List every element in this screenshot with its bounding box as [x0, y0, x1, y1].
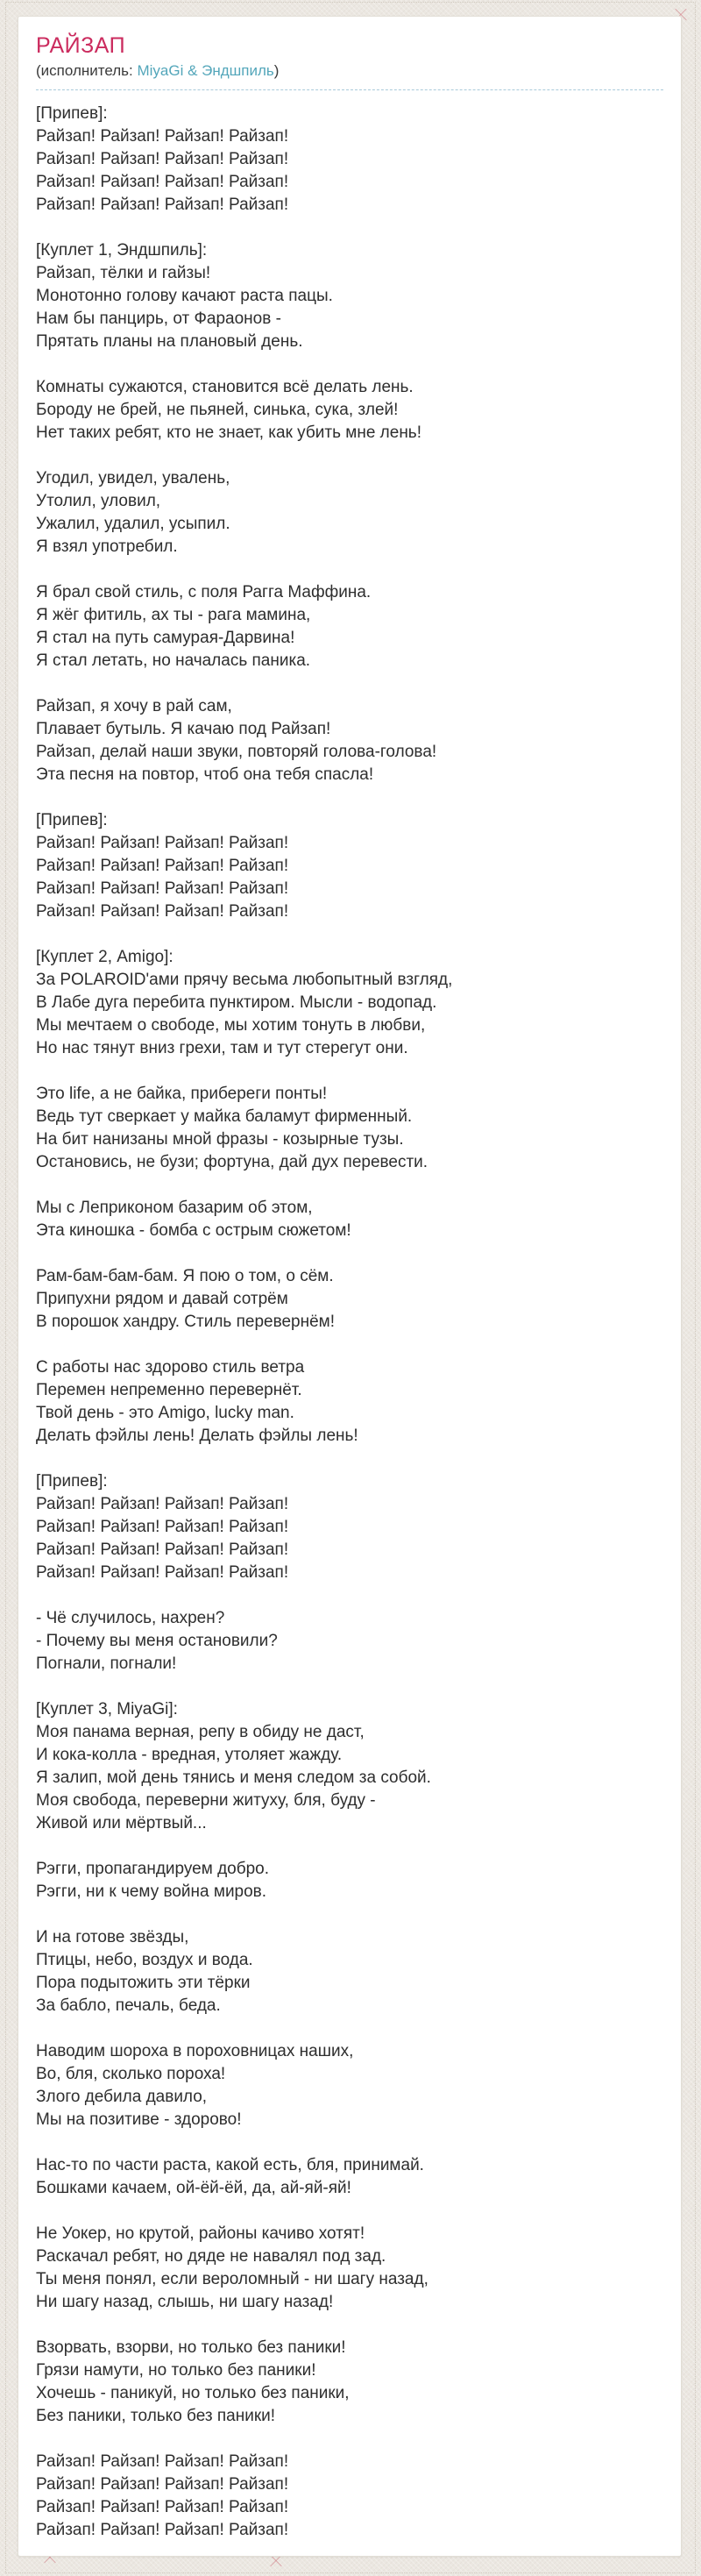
lyric-line: Угодил, увидел, увалень,: [36, 469, 230, 487]
lyric-line: Мы на позитиве - здорово!: [36, 2110, 242, 2129]
lyric-line: Птицы, небо, воздух и вода.: [36, 1951, 253, 1969]
lyric-line: Наводим шороха в пороховницах наших,: [36, 2042, 354, 2060]
lyric-line: Рам-бам-бам-бам. Я пою о том, о сём.: [36, 1267, 334, 1285]
lyric-line: Я брал свой стиль, с поля Рагга Маффина.: [36, 583, 372, 601]
lyric-line: Райзап, тёлки и гайзы!: [36, 264, 211, 282]
lyric-line: Твой день - это Amigo, lucky man.: [36, 1404, 294, 1422]
lyric-line: Я залип, мой день тянись и меня следом за собой.: [36, 1768, 431, 1787]
stanza: [36, 2154, 663, 2200]
lyric-line: За бабло, печаль, беда.: [36, 1996, 221, 2015]
stanza: [36, 1083, 663, 1174]
lyric-line: Райзап! Райзап! Райзап! Райзап!: [36, 1541, 289, 1559]
lyric-line: Рэгги, ни к чему война миров.: [36, 1882, 267, 1901]
lyric-line: Я стал на путь самурая-Дарвина!: [36, 629, 295, 647]
lyric-line: Райзап! Райзап! Райзап! Райзап!: [36, 2521, 289, 2539]
lyric-line: Рэгги, пропагандируем добро.: [36, 1860, 270, 1878]
lyric-line: Раскачал ребят, но дяде не навалял под зад.: [36, 2247, 386, 2266]
lyric-line: Райзап! Райзап! Райзап! Райзап!: [36, 1518, 289, 1536]
stanza: [36, 103, 663, 217]
lyric-line: И на готове звёзды,: [36, 1928, 189, 1946]
lyric-line: Райзап! Райзап! Райзап! Райзап!: [36, 902, 289, 921]
stanza: [36, 2040, 663, 2131]
lyric-line: Комнаты сужаются, становится всё делать лень.: [36, 378, 414, 396]
lyric-line: За POLAROID'ами прячу весьма любопытный взгляд,: [36, 971, 453, 989]
artist-suffix: ): [273, 62, 280, 79]
lyric-line: Плавает бутыль. Я качаю под Райзап!: [36, 720, 331, 738]
lyrics-text: [36, 103, 663, 2542]
lyric-line: Мы с Леприконом базарим об этом,: [36, 1199, 313, 1217]
lyric-line: Райзап! Райзап! Райзап! Райзап!: [36, 857, 289, 875]
lyric-line: Перемен непременно перевернёт.: [36, 1381, 302, 1399]
lyric-line: Райзап! Райзап! Райзап! Райзап!: [36, 150, 289, 168]
lyric-line: Эта киношка - бомба с острым сюжетом!: [36, 1221, 351, 1240]
lyric-line: Ни шагу назад, слышь, ни шагу назад!: [36, 2293, 334, 2311]
lyric-line: Райзап! Райзап! Райзап! Райзап!: [36, 127, 289, 146]
lyric-line: Хочешь - паникуй, но только без паники,: [36, 2384, 350, 2402]
lyric-line: Мы мечтаем о свободе, мы хотим тонуть в любви,: [36, 1016, 426, 1035]
lyric-line: [Куплет 2, Amigo]:: [36, 948, 173, 966]
lyric-line: Нас-то по части раста, какой есть, бля, принимай.: [36, 2156, 424, 2174]
lyric-line: Райзап! Райзап! Райзап! Райзап!: [36, 1495, 289, 1513]
lyric-line: Райзап! Райзап! Райзап! Райзап!: [36, 2498, 289, 2516]
lyric-line: Живой или мёртвый...: [36, 1814, 207, 1832]
lyric-line: Ужалил, удалил, усыпил.: [36, 515, 230, 533]
artist-line: [36, 60, 663, 90]
lyric-line: [Куплет 3, MiyaGi]:: [36, 1700, 178, 1719]
stanza: [36, 1858, 663, 1904]
lyric-line: Бошками качаем, ой-ёй-ёй, да, ай-яй-яй!: [36, 2179, 351, 2197]
lyric-line: На бит нанизаны мной фразы - козырные тузы.: [36, 1130, 404, 1149]
stanza: [36, 2223, 663, 2314]
artist-link[interactable]: MiyaGi & Эндшпиль: [137, 62, 274, 79]
lyric-line: Ведь тут сверкает у майка баламут фирменный.: [36, 1107, 413, 1126]
lyric-line: Я взял употребил.: [36, 537, 178, 556]
lyric-line: Райзап! Райзап! Райзап! Райзап!: [36, 173, 289, 191]
lyric-line: Райзап! Райзап! Райзап! Райзап!: [36, 196, 289, 214]
lyric-line: Райзап, я хочу в рай сам,: [36, 697, 232, 715]
lyric-line: Монотонно голову качают раста пацы.: [36, 287, 333, 305]
lyric-line: Без паники, только без паники!: [36, 2407, 276, 2425]
lyric-line: Прятать планы на плановый день.: [36, 332, 303, 351]
lyric-line: Райзап! Райзап! Райзап! Райзап!: [36, 2475, 289, 2494]
lyric-line: Утолил, уловил,: [36, 492, 161, 510]
lyric-line: Я стал летать, но началась паника.: [36, 651, 311, 670]
lyric-line: И кока-колла - вредная, утоляет жажду.: [36, 1746, 343, 1764]
artist-label: (исполнитель:: [36, 62, 133, 79]
lyric-line: Нет таких ребят, кто не знает, как убить мне лень!: [36, 423, 421, 442]
lyric-line: Нам бы панцирь, от Фараонов -: [36, 310, 281, 328]
lyric-line: Припухни рядом и давай сотрём: [36, 1290, 288, 1308]
lyric-line: Взорвать, взорви, но только без паники!: [36, 2338, 346, 2357]
lyric-line: Злого дебила давило,: [36, 2088, 208, 2106]
lyric-line: Грязи намути, но только без паники!: [36, 2361, 316, 2380]
lyric-line: Я жёг фитиль, ах ты - рага мамина,: [36, 606, 311, 624]
lyric-line: Райзап! Райзап! Райзап! Райзап!: [36, 834, 289, 852]
lyric-line: Райзап, делай наши звуки, повторяй голова-голова!: [36, 743, 437, 761]
lyric-line: Погнали, погнали!: [36, 1654, 177, 1673]
lyric-line: Бороду не брей, не пьяней, синька, сука, злей!: [36, 401, 399, 419]
stanza: [36, 809, 663, 923]
lyric-line: Пора подытожить эти тёрки: [36, 1974, 251, 1992]
stanza: [36, 695, 663, 786]
stanza: [36, 1356, 663, 1448]
stanza: [36, 239, 663, 353]
lyric-line: Райзап! Райзап! Райзап! Райзап!: [36, 1563, 289, 1582]
page-title: РАЙЗАП: [36, 33, 126, 58]
stanza: [36, 1926, 663, 2017]
stanza: [36, 467, 663, 559]
lyric-line: Райзап! Райзап! Райзап! Райзап!: [36, 2452, 289, 2471]
lyric-line: - Почему вы меня остановили?: [36, 1632, 278, 1650]
stanza: [36, 1265, 663, 1334]
lyric-line: [Куплет 1, Эндшпиль]:: [36, 241, 208, 260]
lyric-line: В порошок хандру. Стиль перевернём!: [36, 1313, 335, 1331]
lyrics-card: [18, 16, 682, 2557]
lyric-line: [Припев]:: [36, 104, 108, 123]
lyric-line: Эта песня на повтор, чтоб она тебя спасла!: [36, 765, 374, 784]
stanza: [36, 376, 663, 445]
lyric-line: С работы нас здорово стиль ветра: [36, 1358, 305, 1377]
lyric-line: [Припев]:: [36, 1472, 108, 1491]
lyric-line: Остановись, не бузи; фортуна, дай дух перевести.: [36, 1153, 428, 1171]
lyric-line: Это life, а не байка, прибереги понты!: [36, 1085, 328, 1103]
lyric-line: Райзап! Райзап! Райзап! Райзап!: [36, 879, 289, 898]
lyric-line: Делать фэйлы лень! Делать фэйлы лень!: [36, 1427, 358, 1445]
lyric-line: Но нас тянут вниз грехи, там и тут стерегут они.: [36, 1039, 408, 1057]
stanza: [36, 1470, 663, 1584]
lyric-line: Не Уокер, но крутой, районы качиво хотят!: [36, 2224, 365, 2243]
stanza: [36, 946, 663, 1060]
stanza: [36, 2337, 663, 2428]
lyric-line: Моя панама верная, репу в обиду не даст,: [36, 1723, 365, 1741]
lyric-line: - Чё случилось, нахрен?: [36, 1609, 225, 1627]
lyric-line: Во, бля, сколько пороха!: [36, 2065, 226, 2083]
lyric-line: [Припев]:: [36, 811, 108, 829]
stanza: [36, 1197, 663, 1242]
stanza: [36, 2451, 663, 2542]
stanza: [36, 1607, 663, 1676]
lyric-line: Моя свобода, переверни житуху, бля, буду -: [36, 1791, 376, 1810]
stanza: [36, 581, 663, 672]
stanza: [36, 1698, 663, 1835]
lyric-line: В Лабе дуга перебита пунктиром. Мысли - водопад.: [36, 993, 437, 1012]
lyric-line: Ты меня понял, если вероломный - ни шагу назад,: [36, 2270, 428, 2288]
